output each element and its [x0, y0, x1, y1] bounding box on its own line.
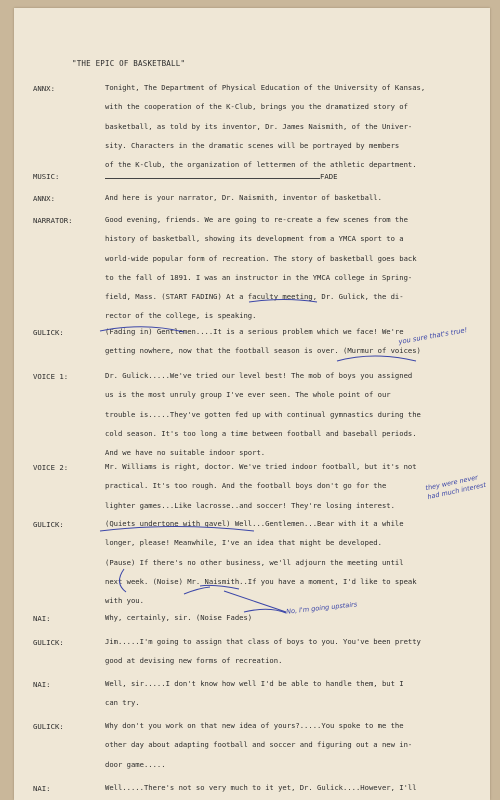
text-line: And we have no suitable indoor sport.	[105, 448, 266, 458]
text-line: Tonight, The Department of Physical Education of the University of Kansas,	[105, 83, 426, 92]
speaker-label: GULICK:	[33, 520, 64, 529]
text-line: Dr. Gulick.....We've tried our level best! The mob of boys you assigned	[105, 371, 413, 380]
speaker-label: VOICE 1:	[33, 372, 69, 381]
dialogue-text	[105, 457, 475, 515]
text-line: basketball, as told by its inventor, Dr. James Naismith, of the Univer-	[105, 121, 413, 131]
dialogue-text	[105, 514, 475, 610]
text-line: Jim.....I'm going to assign that class of boys to you. You've been pretty	[105, 637, 421, 646]
text-line: of the K-Club, the organization of lettermen of the athletic department.	[105, 160, 417, 170]
text-line: Good evening, friends. We are going to re-create a few scenes from the	[105, 215, 408, 224]
handwritten-note: you sure that's true!	[397, 326, 468, 346]
text-line: field, Mass. (START FADING) At a faculty meeting, Dr. Gulick, the di-	[105, 292, 404, 302]
text-line: Why don't you work on that new idea of yours?.....You spoke to me the	[105, 721, 404, 730]
music-cue: FADE	[320, 172, 338, 181]
speaker-label: ANNX:	[33, 194, 55, 203]
text-line: history of basketball, showing its development from a YMCA sport to a	[105, 234, 404, 244]
text-line: Why, certainly, sir. (Noise Fades)	[105, 613, 253, 622]
text-line: next week. (Noise) Mr. Naismith..If you have a moment, I'd like to speak	[105, 576, 417, 586]
text-line: And here is your narrator, Dr. Naismith, inventor of basketball.	[105, 193, 382, 202]
speaker-label: MUSIC:	[33, 172, 60, 181]
text-line: (Fading in) Gentlemen....It is a serious problem which we face! We're	[105, 327, 404, 336]
text-line: with you.	[105, 596, 144, 606]
document-title: "THE EPIC OF BASKETBALL"	[72, 59, 186, 68]
text-line: world-wide popular form of recreation. The story of basketball goes back	[105, 253, 417, 263]
dialogue-text	[105, 632, 475, 671]
speaker-label: NAI:	[33, 784, 51, 793]
document-page	[14, 8, 490, 800]
speaker-label: NAI:	[33, 680, 51, 689]
text-line: rector of the college, is speaking.	[105, 311, 257, 321]
dialogue-text	[105, 674, 475, 713]
speaker-label: NAI:	[33, 614, 51, 623]
dialogue-text	[105, 760, 475, 797]
handwritten-note: No, I'm going upstairs	[285, 600, 358, 616]
text-line: Mr. Williams is right, doctor. We've tried indoor football, but it's not	[105, 462, 417, 471]
speaker-label: GULICK:	[33, 722, 64, 731]
text-line: can try.	[105, 698, 140, 708]
text-line: practical. It's too rough. And the football boys don't go for the	[105, 481, 387, 491]
text-line: other day about adapting football and soccer and figuring out a new in-	[105, 740, 413, 750]
text-line: (Pause) If there's no other business, we'll adjourn the meeting until	[105, 557, 404, 567]
speaker-label: GULICK:	[33, 328, 64, 337]
handwritten-note: they were never had much interest	[424, 473, 487, 502]
speaker-label: GULICK:	[33, 638, 64, 647]
text-line: (Quiets undertone with gavel) Well...Gentlemen...Bear with it a while	[105, 519, 404, 528]
text-line: to the fall of 1891. I was an instructor in the YMCA college in Spring-	[105, 272, 413, 282]
text-line: Well.....There's not so very much to it yet, Dr. Gulick....However, I'll	[105, 783, 417, 792]
text-line: trouble is.....They've gotten fed up with continual gymnastics during the	[105, 409, 421, 419]
text-line: cold season. It's too long a time between football and baseball periods.	[105, 428, 417, 438]
dialogue-text	[105, 366, 475, 462]
text-line: with the cooperation of the K-Club, brings you the dramatized story of	[105, 102, 408, 112]
text-line: Well, sir.....I don't know how well I'd be able to handle them, but I	[105, 679, 404, 688]
text-line: good at devising new forms of recreation.	[105, 656, 283, 666]
speaker-label: VOICE 2:	[33, 463, 69, 472]
text-line: lighter games...Like lacrosse..and soccer! They're losing interest.	[105, 500, 395, 510]
dialogue-text	[105, 210, 475, 326]
text-line: door game.....	[105, 759, 166, 769]
music-cue-line	[105, 178, 320, 179]
text-line: sity. Characters in the dramatic scenes will be portrayed by members	[105, 140, 400, 150]
dialogue-text	[105, 78, 475, 174]
speaker-label: ANNX:	[33, 84, 55, 93]
speaker-label: NARRATOR:	[33, 216, 73, 225]
dialogue-text	[105, 188, 475, 207]
text-line: getting nowhere, now that the football season is over. (Murmur of voices)	[105, 346, 421, 356]
text-line: us is the most unruly group I've ever seen. The whole point of our	[105, 390, 391, 400]
text-line: longer, please! Meanwhile, I've an idea that might be developed.	[105, 538, 382, 548]
